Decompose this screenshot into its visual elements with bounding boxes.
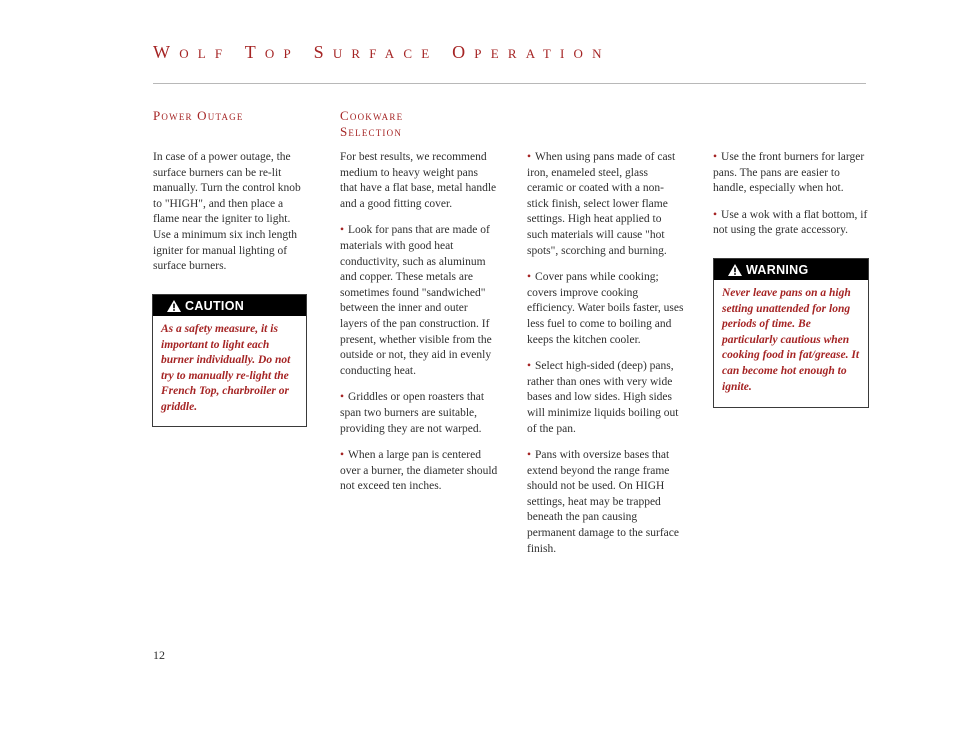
pan-tips-column — [527, 150, 685, 557]
warning-header — [714, 259, 868, 280]
list-item: • When using pans made of cast iron, enameled steel, glass ceramic or coated with a non-stick finish, select lower flame settings. High heat applied to such materials will cause "hot spots", scorching and burning. — [527, 151, 676, 257]
bullet-icon: • — [340, 449, 345, 462]
list-item: • Griddles or open roasters that span two burners are suitable, providing they are not warped. — [340, 391, 485, 435]
burner-tips-column — [713, 150, 871, 239]
list-item: • Pans with oversize bases that extend beyond the range frame should not be used. On HIGH settings, heat may be trapped beneath the pan causing permanent damage to the surface finish. — [527, 449, 679, 555]
caution-header — [153, 295, 306, 316]
bullet-icon: • — [340, 391, 345, 404]
warning-box — [713, 258, 869, 408]
bullet-icon: • — [527, 449, 532, 462]
list-item: • When a large pan is centered over a burner, the diameter should not exceed ten inches. — [340, 449, 498, 493]
warning-text: Never leave pans on a high setting unattended for long periods of time. Be particularly cautious when cooking food in fat/grease. It can become hot enough to ignite. — [722, 287, 860, 393]
cookware-heading — [340, 108, 498, 140]
list-item: • Select high-sided (deep) pans, rather than ones with very wide bases and low sides. High sides will minimize liquids boiling out of the pan. — [527, 360, 679, 435]
list-item: • Cover pans while cooking; covers improve cooking efficiency. Water boils faster, uses less fuel to come to boiling and keeps the kitchen cooler. — [527, 271, 684, 346]
list-item: • Look for pans that are made of materials with good heat conductivity, such as aluminum and copper. These metals are sometimes found "sandwiched" between the inner and outer layers of the pan construction. If present, whether visible from the outside or not, they aid in evenly conducting heat. — [340, 224, 492, 377]
list-item: • Use the front burners for larger pans. The pans are easier to handle, especially when hot. — [713, 151, 865, 195]
cookware-column — [340, 108, 498, 495]
cookware-intro: For best results, we recommend medium to heavy weight pans that have a flat base, metal handle and a good fitting cover. — [340, 151, 497, 210]
bullet-icon: • — [713, 208, 718, 221]
warning-triangle-icon — [728, 264, 742, 276]
page-title: Wolf Top Surface Operation — [153, 42, 611, 62]
bullet-icon: • — [713, 151, 718, 163]
bullet-icon: • — [527, 151, 532, 163]
warning-label: WARNING — [746, 262, 809, 277]
caution-text: As a safety measure, it is important to light each burner individually. Do not try to manually re-light the French Top, charbroiler or griddle. — [161, 323, 291, 413]
warning-triangle-icon — [167, 300, 181, 312]
power-outage-column — [153, 108, 311, 275]
power-outage-body: In case of a power outage, the surface burners can be re-lit manually. Turn the control knob to "HIGH", and then place a flame near the igniter to light. Use a minimum six inch length igniter for manual lighting of surface burners. — [153, 151, 301, 273]
cookware-heading-line1: Cookware — [340, 108, 404, 123]
bullet-icon: • — [527, 271, 532, 284]
cookware-heading-line2: Selection — [340, 124, 403, 139]
bullet-icon: • — [527, 360, 532, 373]
header-divider — [153, 83, 866, 84]
caution-box — [152, 294, 307, 427]
page-number: 12 — [153, 648, 165, 662]
caution-label: CAUTION — [185, 298, 245, 313]
bullet-icon: • — [340, 224, 345, 237]
power-outage-heading: Power Outage — [153, 108, 244, 123]
list-item: • Use a wok with a flat bottom, if not using the grate accessory. — [713, 208, 868, 237]
